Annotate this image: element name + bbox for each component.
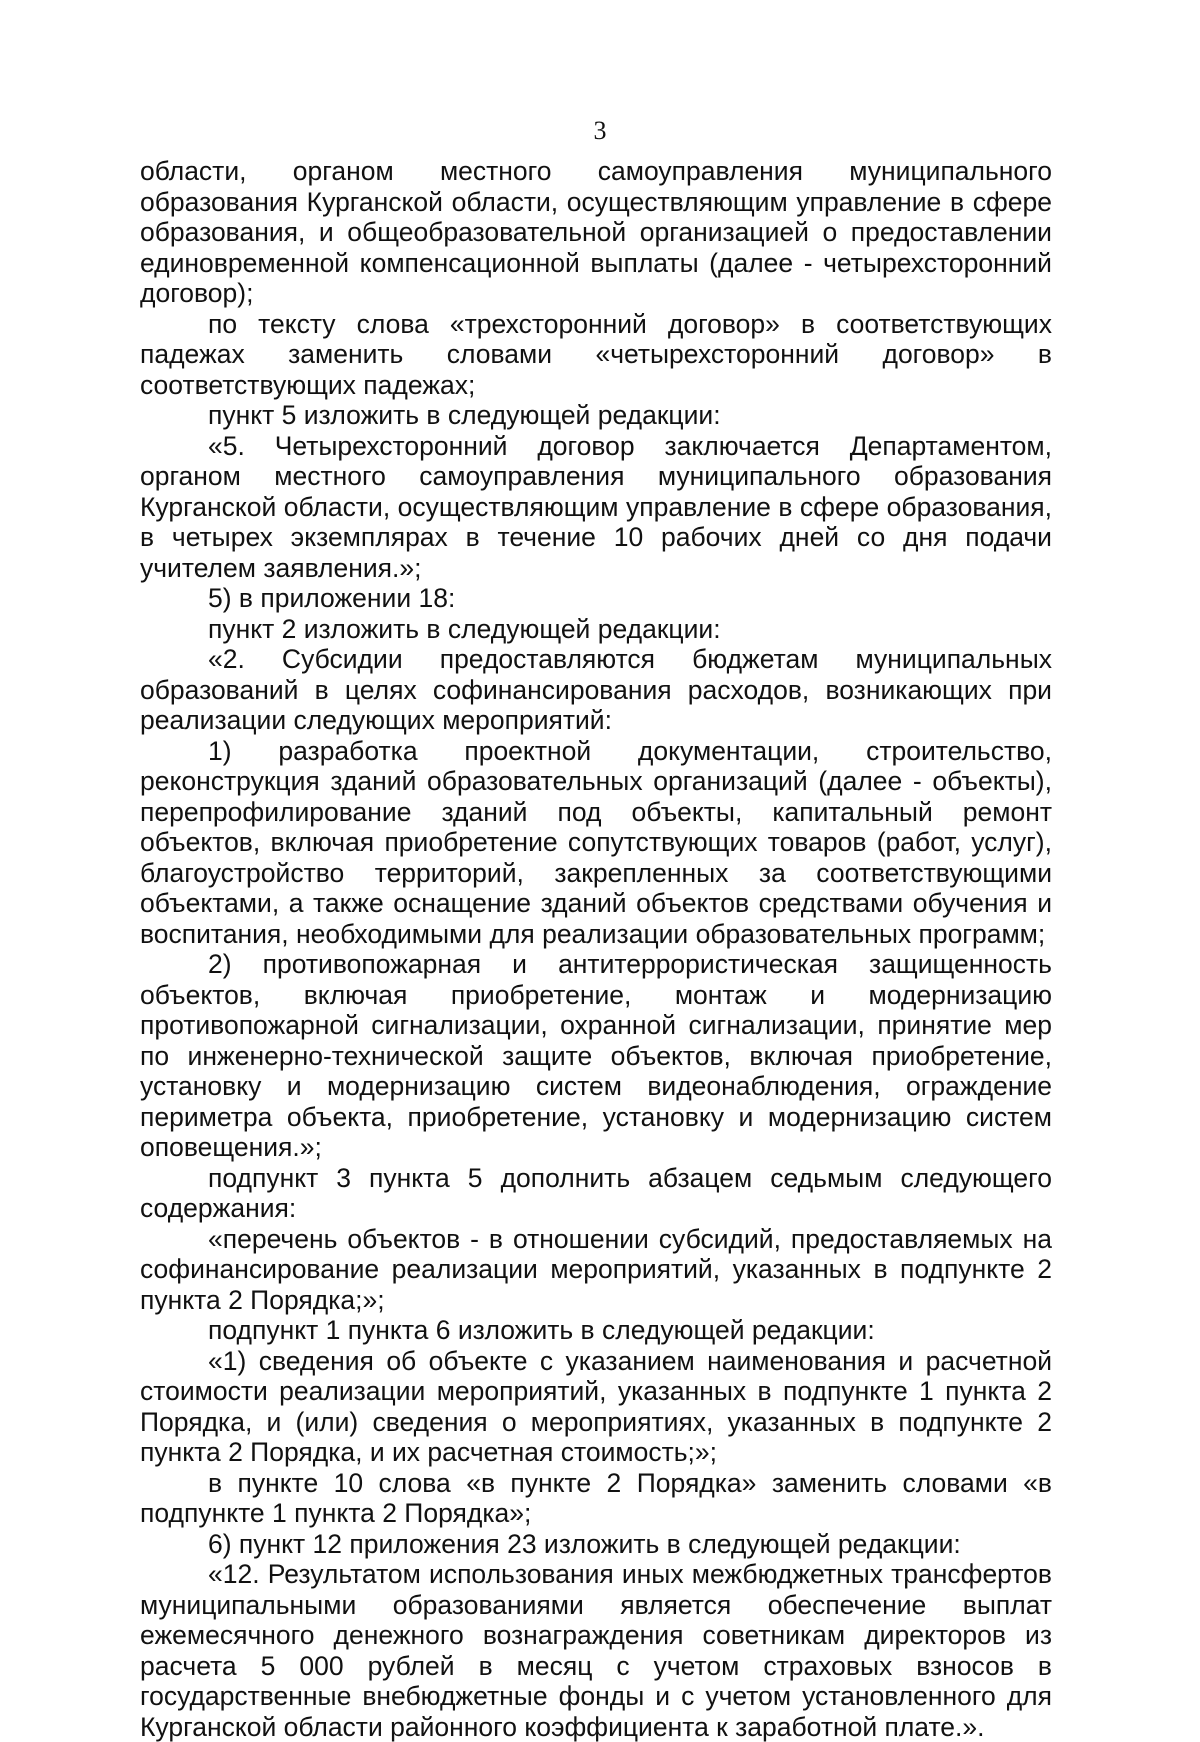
paragraph: области, органом местного самоуправления муниципального образования Курганской области, осуществляющим управление в сфере образования, и общеобразовательной организацией о предоставлении единовременной компенсационной выплаты (далее - четырехсторонний договор); — [140, 156, 1052, 308]
document-body — [140, 156, 1052, 1742]
paragraph: «1) сведения об объекте с указанием наименования и расчетной стоимости реализации мероприятий, указанных в подпункте 1 пункта 2 Порядка, и (или) сведения о мероприятиях, указанных в подпункте 2 пункта 2 Порядка, и их расчетная стоимость;»; — [140, 1345, 1052, 1467]
paragraph: в пункте 10 слова «в пункте 2 Порядка» заменить словами «в подпункте 1 пункта 2 Порядка»; — [140, 1467, 1052, 1528]
paragraph: «5. Четырехсторонний договор заключается Департаментом, органом местного самоуправления муниципального образования Курганской области, осуществляющим управление в сфере образования, в четырех экземплярах в течение 10 рабочих дней со дня подачи учителем заявления.»; — [140, 430, 1052, 583]
paragraph: пункт 5 изложить в следующей редакции: — [208, 400, 721, 430]
paragraph: «2. Субсидии предоставляются бюджетам муниципальных образований в целях софинансирования расходов, возникающих при реализации следующих мероприятий: — [140, 644, 1052, 735]
paragraph: «12. Результатом использования иных межбюджетных трансфертов муниципальными образованиями является обеспечение выплат ежемесячного денежного вознаграждения советникам директоров из расчета 5 000 рублей в месяц с учетом страховых взносов в государственные внебюджетные фонды и с учетом установленного для Курганской области районного коэффициента к заработной плате.». — [140, 1559, 1052, 1742]
paragraph: подпункт 3 пункта 5 дополнить абзацем седьмым следующего содержания: — [140, 1162, 1052, 1223]
paragraph: 6) пункт 12 приложения 23 изложить в следующей редакции: — [208, 1528, 961, 1559]
paragraph: пункт 2 изложить в следующей редакции: — [208, 613, 721, 644]
paragraph: 2) противопожарная и антитеррористическая защищенность объектов, включая приобретение, монтаж и модернизацию противопожарной сигнализации, охранной сигнализации, принятие мер по инженерно-технической защите объектов, включая приобретение, установку и модернизацию систем видеонаблюдения, ограждение периметра объекта, приобретение, установку и модернизацию систем оповещения.»; — [140, 949, 1052, 1162]
paragraph: «перечень объектов - в отношении субсидий, предоставляемых на софинансирование реализации мероприятий, указанных в подпункте 2 пункта 2 Порядка;»; — [140, 1223, 1052, 1315]
paragraph: подпункт 1 пункта 6 изложить в следующей редакции: — [208, 1315, 875, 1345]
paragraph: 1) разработка проектной документации, строительство, реконструкция зданий образовательных организаций (далее - объекты), перепрофилирование зданий под объекты, капитальный ремонт объектов, включая приобретение сопутствующих товаров (работ, услуг), благоустройство территорий, закрепленных за соответствующими объектами, а также оснащение зданий объектов средствами обучения и воспитания, необходимыми для реализации образовательных программ; — [140, 735, 1052, 949]
paragraph: по тексту слова «трехсторонний договор» в соответствующих падежах заменить словами «четырехсторонний договор» в соответствующих падежах; — [140, 308, 1052, 400]
paragraph: 5) в приложении 18: — [208, 583, 456, 613]
page-number: 3 — [593, 116, 607, 145]
